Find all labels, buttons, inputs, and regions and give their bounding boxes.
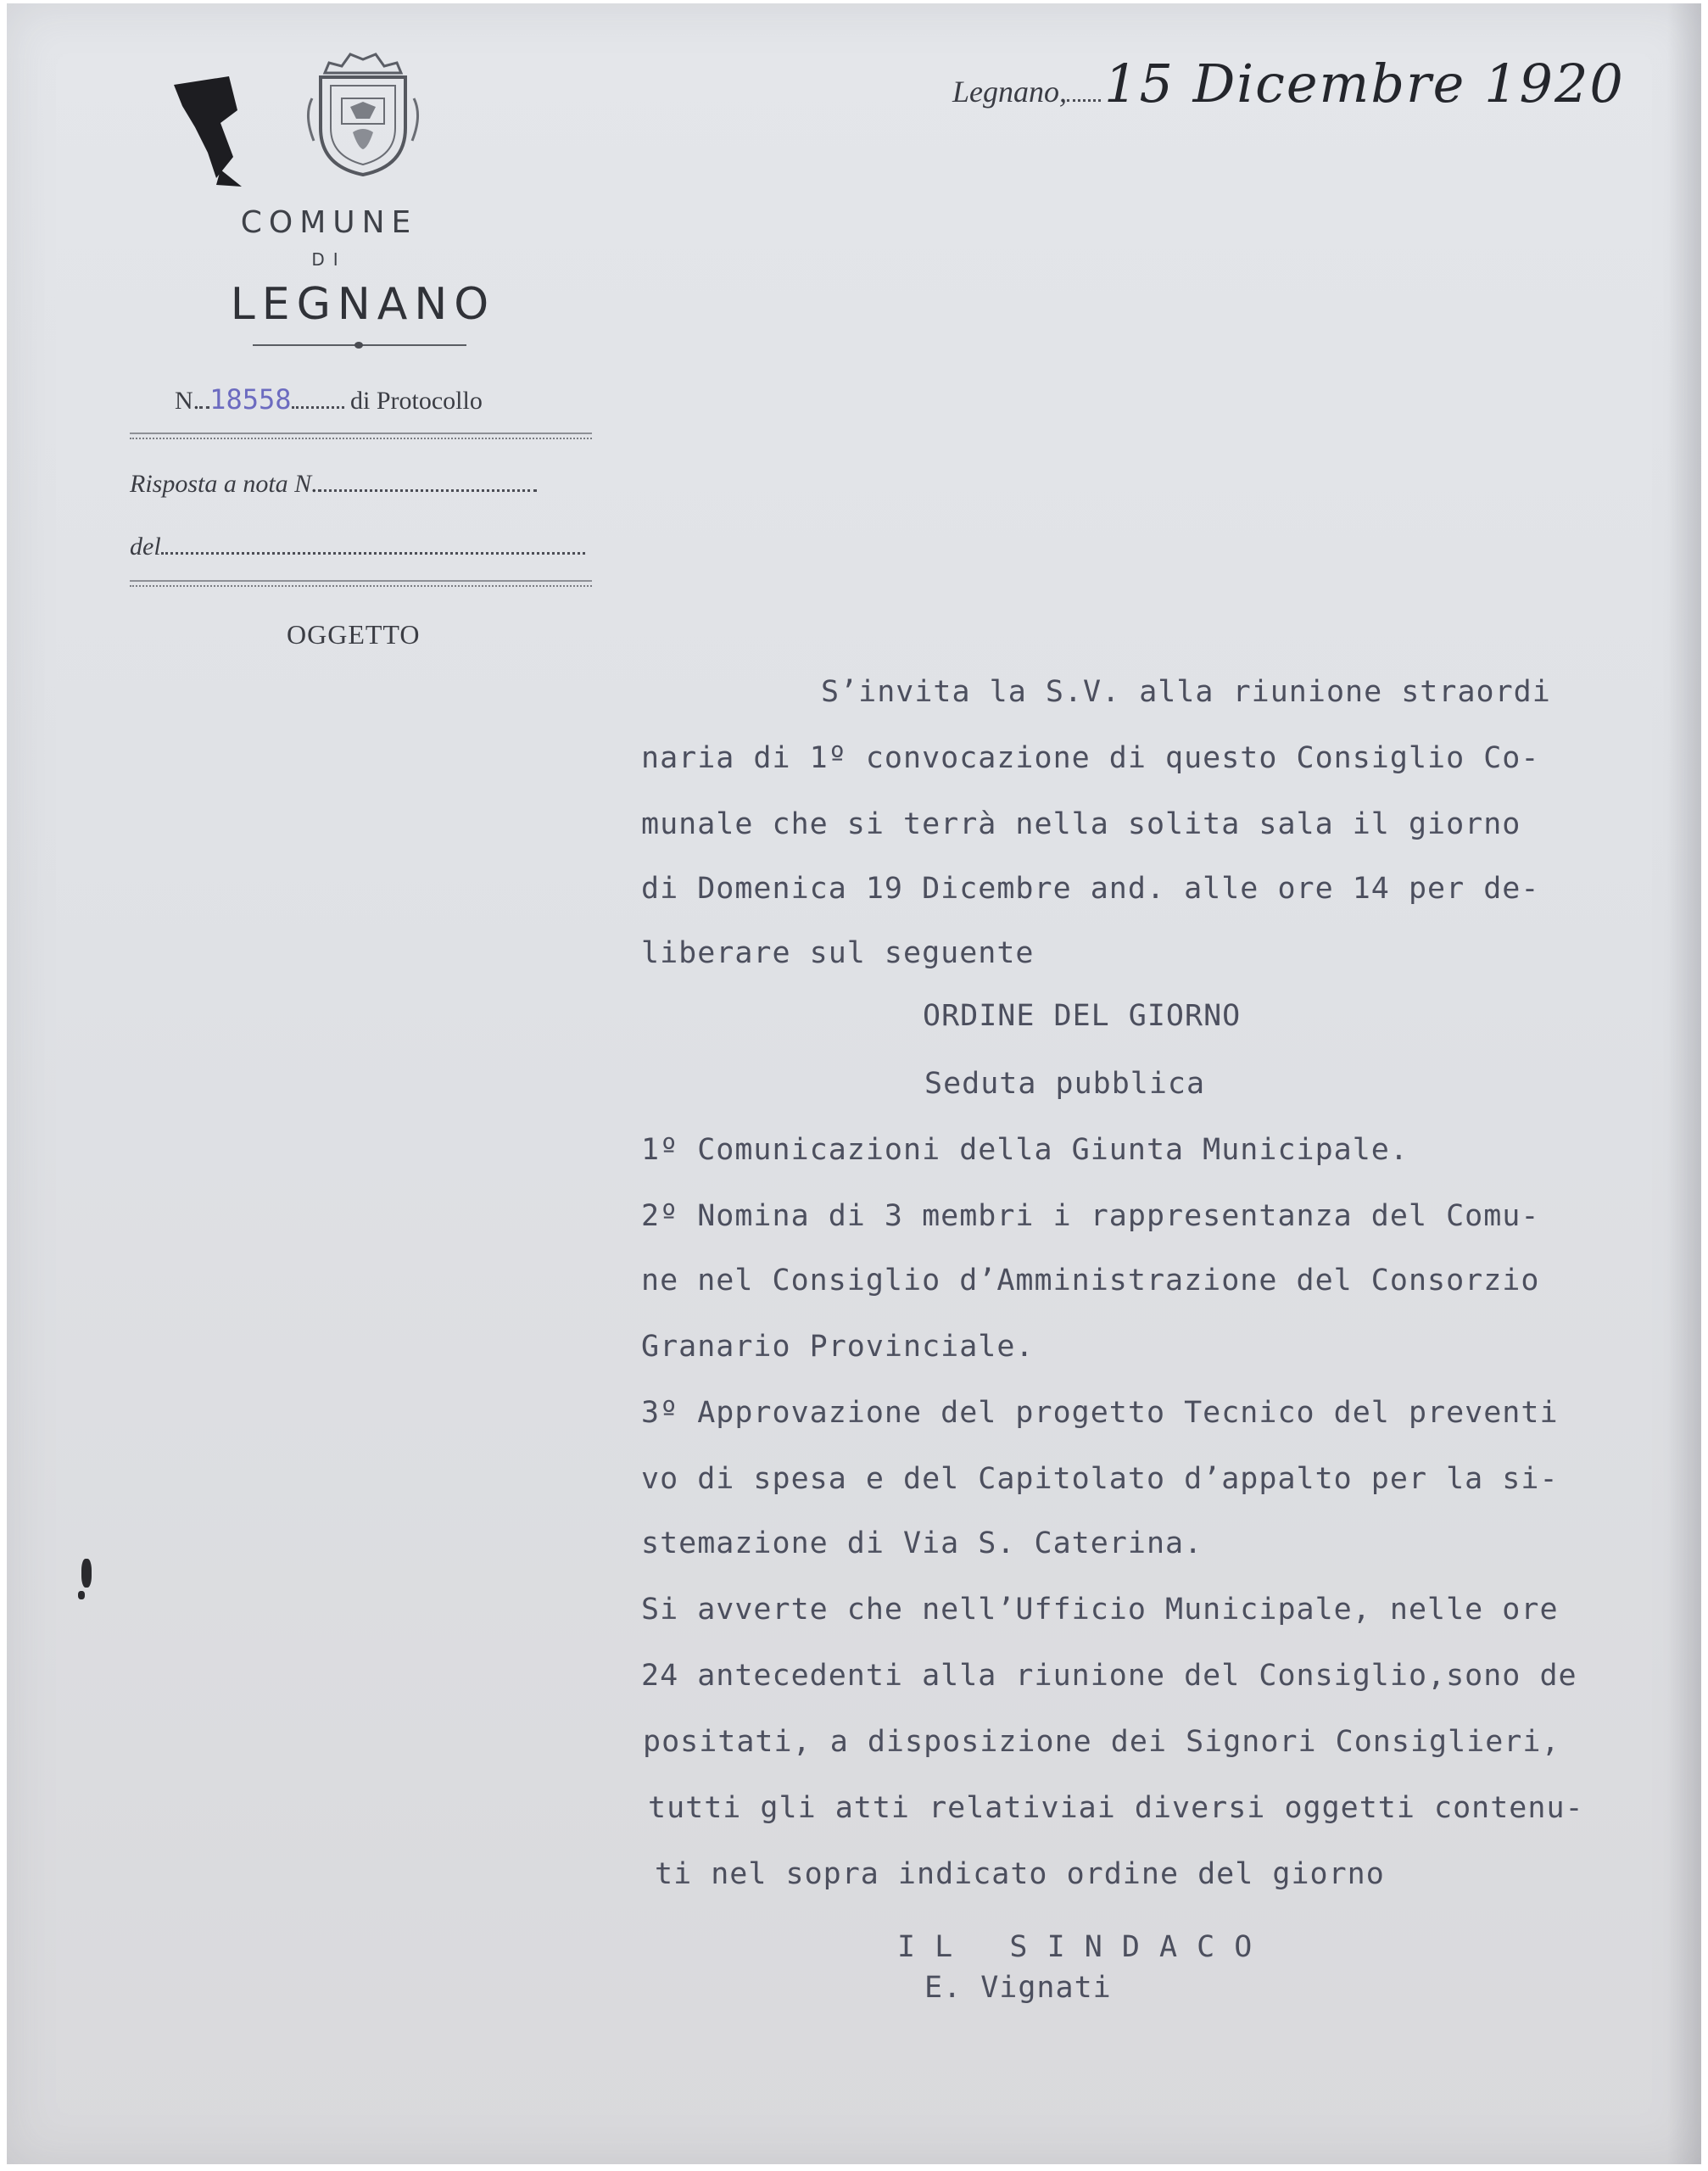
- ink-spot: [78, 1591, 85, 1599]
- agenda-item-2: 2º Nomina di 3 membri i rappresentanza del Comu-: [641, 1199, 1540, 1233]
- protocol-number: 18558: [209, 383, 292, 416]
- letterhead-di: DI: [311, 249, 347, 270]
- body-line: di Domenica 19 Dicembre and. alle ore 14 per de-: [641, 872, 1540, 906]
- torn-paper-mark: [170, 76, 246, 187]
- session-type: Seduta pubblica: [924, 1067, 1206, 1101]
- oggetto-label: OGGETTO: [287, 619, 421, 650]
- letterhead-divider-ornament: [354, 342, 363, 349]
- body-line: ne nel Consiglio d’Amministrazione del Consorzio: [641, 1264, 1540, 1298]
- body-line: ti nel sopra indicato ordine del giorno: [655, 1857, 1385, 1891]
- agenda-heading: ORDINE DEL GIORNO: [923, 999, 1242, 1033]
- body-line: 24 antecedenti alla riunione del Consiglio,sono de: [641, 1659, 1577, 1693]
- del-label: del: [130, 533, 161, 561]
- protocol-dotted-line: [199, 406, 209, 409]
- paper-edge-shadow: [1667, 3, 1701, 2164]
- protocol-field: [175, 383, 483, 416]
- signature-name: E. Vignati: [924, 1971, 1112, 2005]
- form-rule: [130, 585, 592, 587]
- body-line: tutti gli atti relativiai diversi oggetti contenu-: [648, 1791, 1584, 1825]
- reply-dotted-line: [318, 489, 537, 492]
- body-line: naria di 1º convocazione di questo Consiglio Co-: [641, 741, 1540, 775]
- body-line: S’invita la S.V. alla riunione straordi: [821, 675, 1551, 709]
- coat-of-arms-icon: [304, 47, 422, 179]
- ink-spot: [81, 1559, 92, 1588]
- body-line: liberare sul seguente: [641, 936, 1035, 970]
- date-handwritten: 15 Dicembre 1920: [1104, 53, 1625, 114]
- body-line: vo di spesa e del Capitolato d’appalto per la si-: [641, 1462, 1559, 1496]
- protocol-suffix: di Protocollo: [350, 387, 483, 415]
- agenda-item-1: 1º Comunicazioni della Giunta Municipale.: [641, 1133, 1409, 1167]
- protocol-prefix: N.: [175, 387, 200, 415]
- del-dotted-line: [161, 552, 585, 555]
- reply-label: Risposta a nota N.: [130, 470, 318, 498]
- form-rule: [130, 438, 592, 439]
- letterhead-city: LEGNANO: [230, 279, 496, 330]
- body-line: Granario Provinciale.: [641, 1330, 1035, 1364]
- del-field: [130, 533, 585, 561]
- date-line: [952, 53, 1625, 120]
- form-rule: [130, 433, 592, 434]
- letter-sheet: [7, 3, 1701, 2164]
- body-line: positati, a disposizione dei Signori Consiglieri,: [643, 1725, 1560, 1759]
- date-dotted-line: [1067, 99, 1101, 102]
- agenda-item-3: 3º Approvazione del progetto Tecnico del preventi: [641, 1396, 1559, 1430]
- body-line: munale che si terrà nella solita sala il giorno: [641, 807, 1521, 841]
- letterhead-comune: COMUNE: [240, 205, 418, 240]
- protocol-dotted-line: [292, 406, 344, 409]
- body-line: stemazione di Via S. Caterina.: [641, 1526, 1203, 1560]
- notice-line: Si avverte che nell’Ufficio Municipale, nelle ore: [641, 1593, 1559, 1627]
- signature-title: I L S I N D A C O: [897, 1930, 1253, 1964]
- form-rule: [130, 580, 592, 582]
- date-place: Legnano,: [952, 75, 1067, 109]
- reply-field: [130, 470, 537, 499]
